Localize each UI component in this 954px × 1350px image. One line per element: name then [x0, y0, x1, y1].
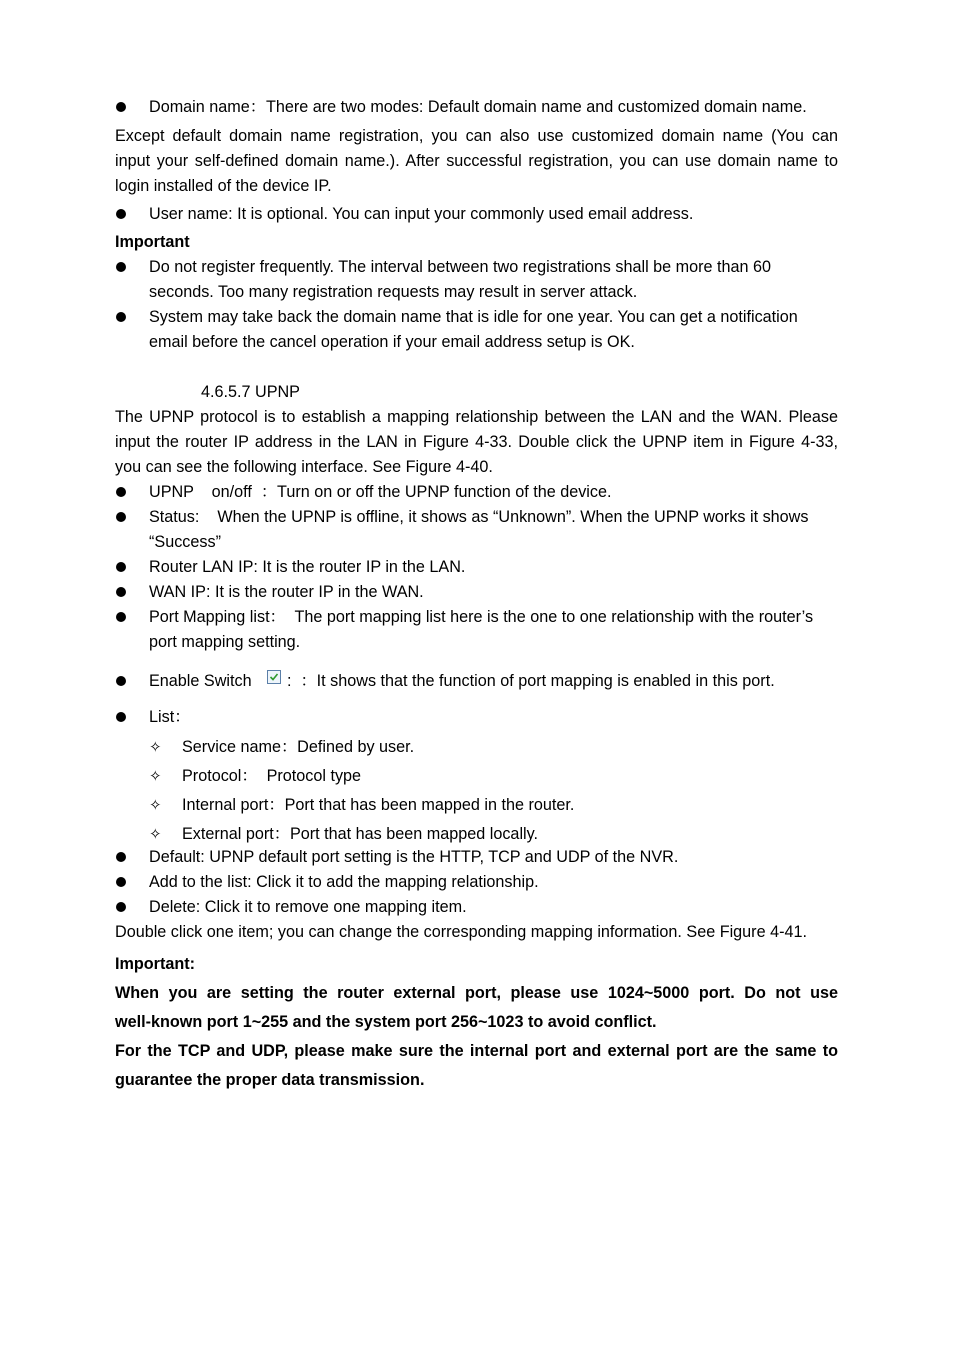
list-subitem: External port：Port that has been mapped locally.: [182, 825, 539, 843]
diamond-star-icon: ✧: [149, 796, 162, 814]
list-subitem: Internal port：Port that has been mapped in the router.: [182, 796, 575, 814]
upnp-intro-line: you can see the following interface. See Figure 4-40.: [115, 458, 493, 476]
bullet-icon: [116, 676, 126, 686]
domain-para-line: Except default domain name registration, you can also use customized domain name (You can: [115, 127, 838, 145]
bullet-icon: [116, 852, 126, 862]
note-item-cont: seconds. Too many registration requests may result in server attack.: [149, 283, 638, 301]
upnp-onoff-item: UPNP on/off ：Turn on or off the UPNP function of the device.: [149, 483, 612, 501]
enable-switch-desc: : ：It shows that the function of port mapping is enabled in this port.: [287, 672, 775, 690]
bullet-icon: [116, 612, 126, 622]
note-item: Do not register frequently. The interval between two registrations shall be more than 60: [149, 258, 772, 276]
port-mapping-item: Port Mapping list： The port mapping list here is the one to one relationship with the router’s: [149, 608, 814, 626]
warning-line: guarantee the proper data transmission.: [115, 1071, 425, 1089]
checkbox-checked-icon: [267, 670, 281, 684]
upnp-intro-line: input the router IP address in the LAN in Figure 4-33. Double click the UPNP item in Figure 4-33,: [115, 433, 838, 451]
note-item-cont: email before the cancel operation if your email address setup is OK.: [149, 333, 635, 351]
upnp-status-item: Status: When the UPNP is offline, it shows as “Unknown”. When the UPNP works it shows: [149, 508, 809, 526]
bullet-icon: [116, 262, 126, 272]
default-item: Default: UPNP default port setting is the HTTP, TCP and UDP of the NVR.: [149, 848, 679, 866]
section-heading: 4.6.5.7 UPNP: [201, 383, 300, 401]
bullet-icon: [116, 487, 126, 497]
warning-line: For the TCP and UDP, please make sure the internal port and external port are the same to: [115, 1042, 838, 1060]
domain-name-item: Domain name：There are two modes: Default domain name and customized domain name.: [149, 98, 807, 116]
warning-line: When you are setting the router external port, please use 1024~5000 port. Do not use: [115, 984, 838, 1002]
important-heading: Important: [115, 233, 190, 251]
bullet-icon: [116, 902, 126, 912]
important-heading: Important:: [115, 955, 196, 973]
warning-line: well-known port 1~255 and the system port 256~1023 to avoid conflict.: [115, 1013, 657, 1031]
user-name-item: User name: It is optional. You can input your commonly used email address.: [149, 205, 694, 223]
list-subitem: Protocol： Protocol type: [182, 767, 362, 785]
note-item: System may take back the domain name that is idle for one year. You can get a notification: [149, 308, 798, 326]
diamond-star-icon: ✧: [149, 825, 162, 843]
domain-para-line: input your self-defined domain name.). After successful registration, you can use domain name to: [115, 152, 838, 170]
bullet-icon: [116, 512, 126, 522]
delete-item: Delete: Click it to remove one mapping item.: [149, 898, 467, 916]
upnp-intro-line: The UPNP protocol is to establish a mapping relationship between the LAN and the WAN. Please: [115, 408, 838, 426]
enable-switch-label: Enable Switch: [149, 672, 252, 690]
port-mapping-item-cont: port mapping setting.: [149, 633, 301, 651]
bullet-icon: [116, 209, 126, 219]
wan-ip-item: WAN IP: It is the router IP in the WAN.: [149, 583, 424, 601]
double-click-note: Double click one item; you can change the corresponding mapping information. See Figure 4-41.: [115, 923, 807, 941]
add-item: Add to the list: Click it to add the mapping relationship.: [149, 873, 539, 891]
diamond-star-icon: ✧: [149, 767, 162, 785]
bullet-icon: [116, 877, 126, 887]
upnp-status-item-cont: “Success”: [149, 533, 221, 551]
bullet-icon: [116, 712, 126, 722]
bullet-icon: [116, 587, 126, 597]
list-subitem: Service name：Defined by user.: [182, 738, 415, 756]
list-label: List：: [149, 708, 191, 726]
diamond-star-icon: ✧: [149, 738, 162, 756]
bullet-icon: [116, 562, 126, 572]
bullet-icon: [116, 312, 126, 322]
domain-para-line: login installed of the device IP.: [115, 177, 332, 195]
bullet-icon: [116, 102, 126, 112]
router-lan-ip-item: Router LAN IP: It is the router IP in the LAN.: [149, 558, 466, 576]
